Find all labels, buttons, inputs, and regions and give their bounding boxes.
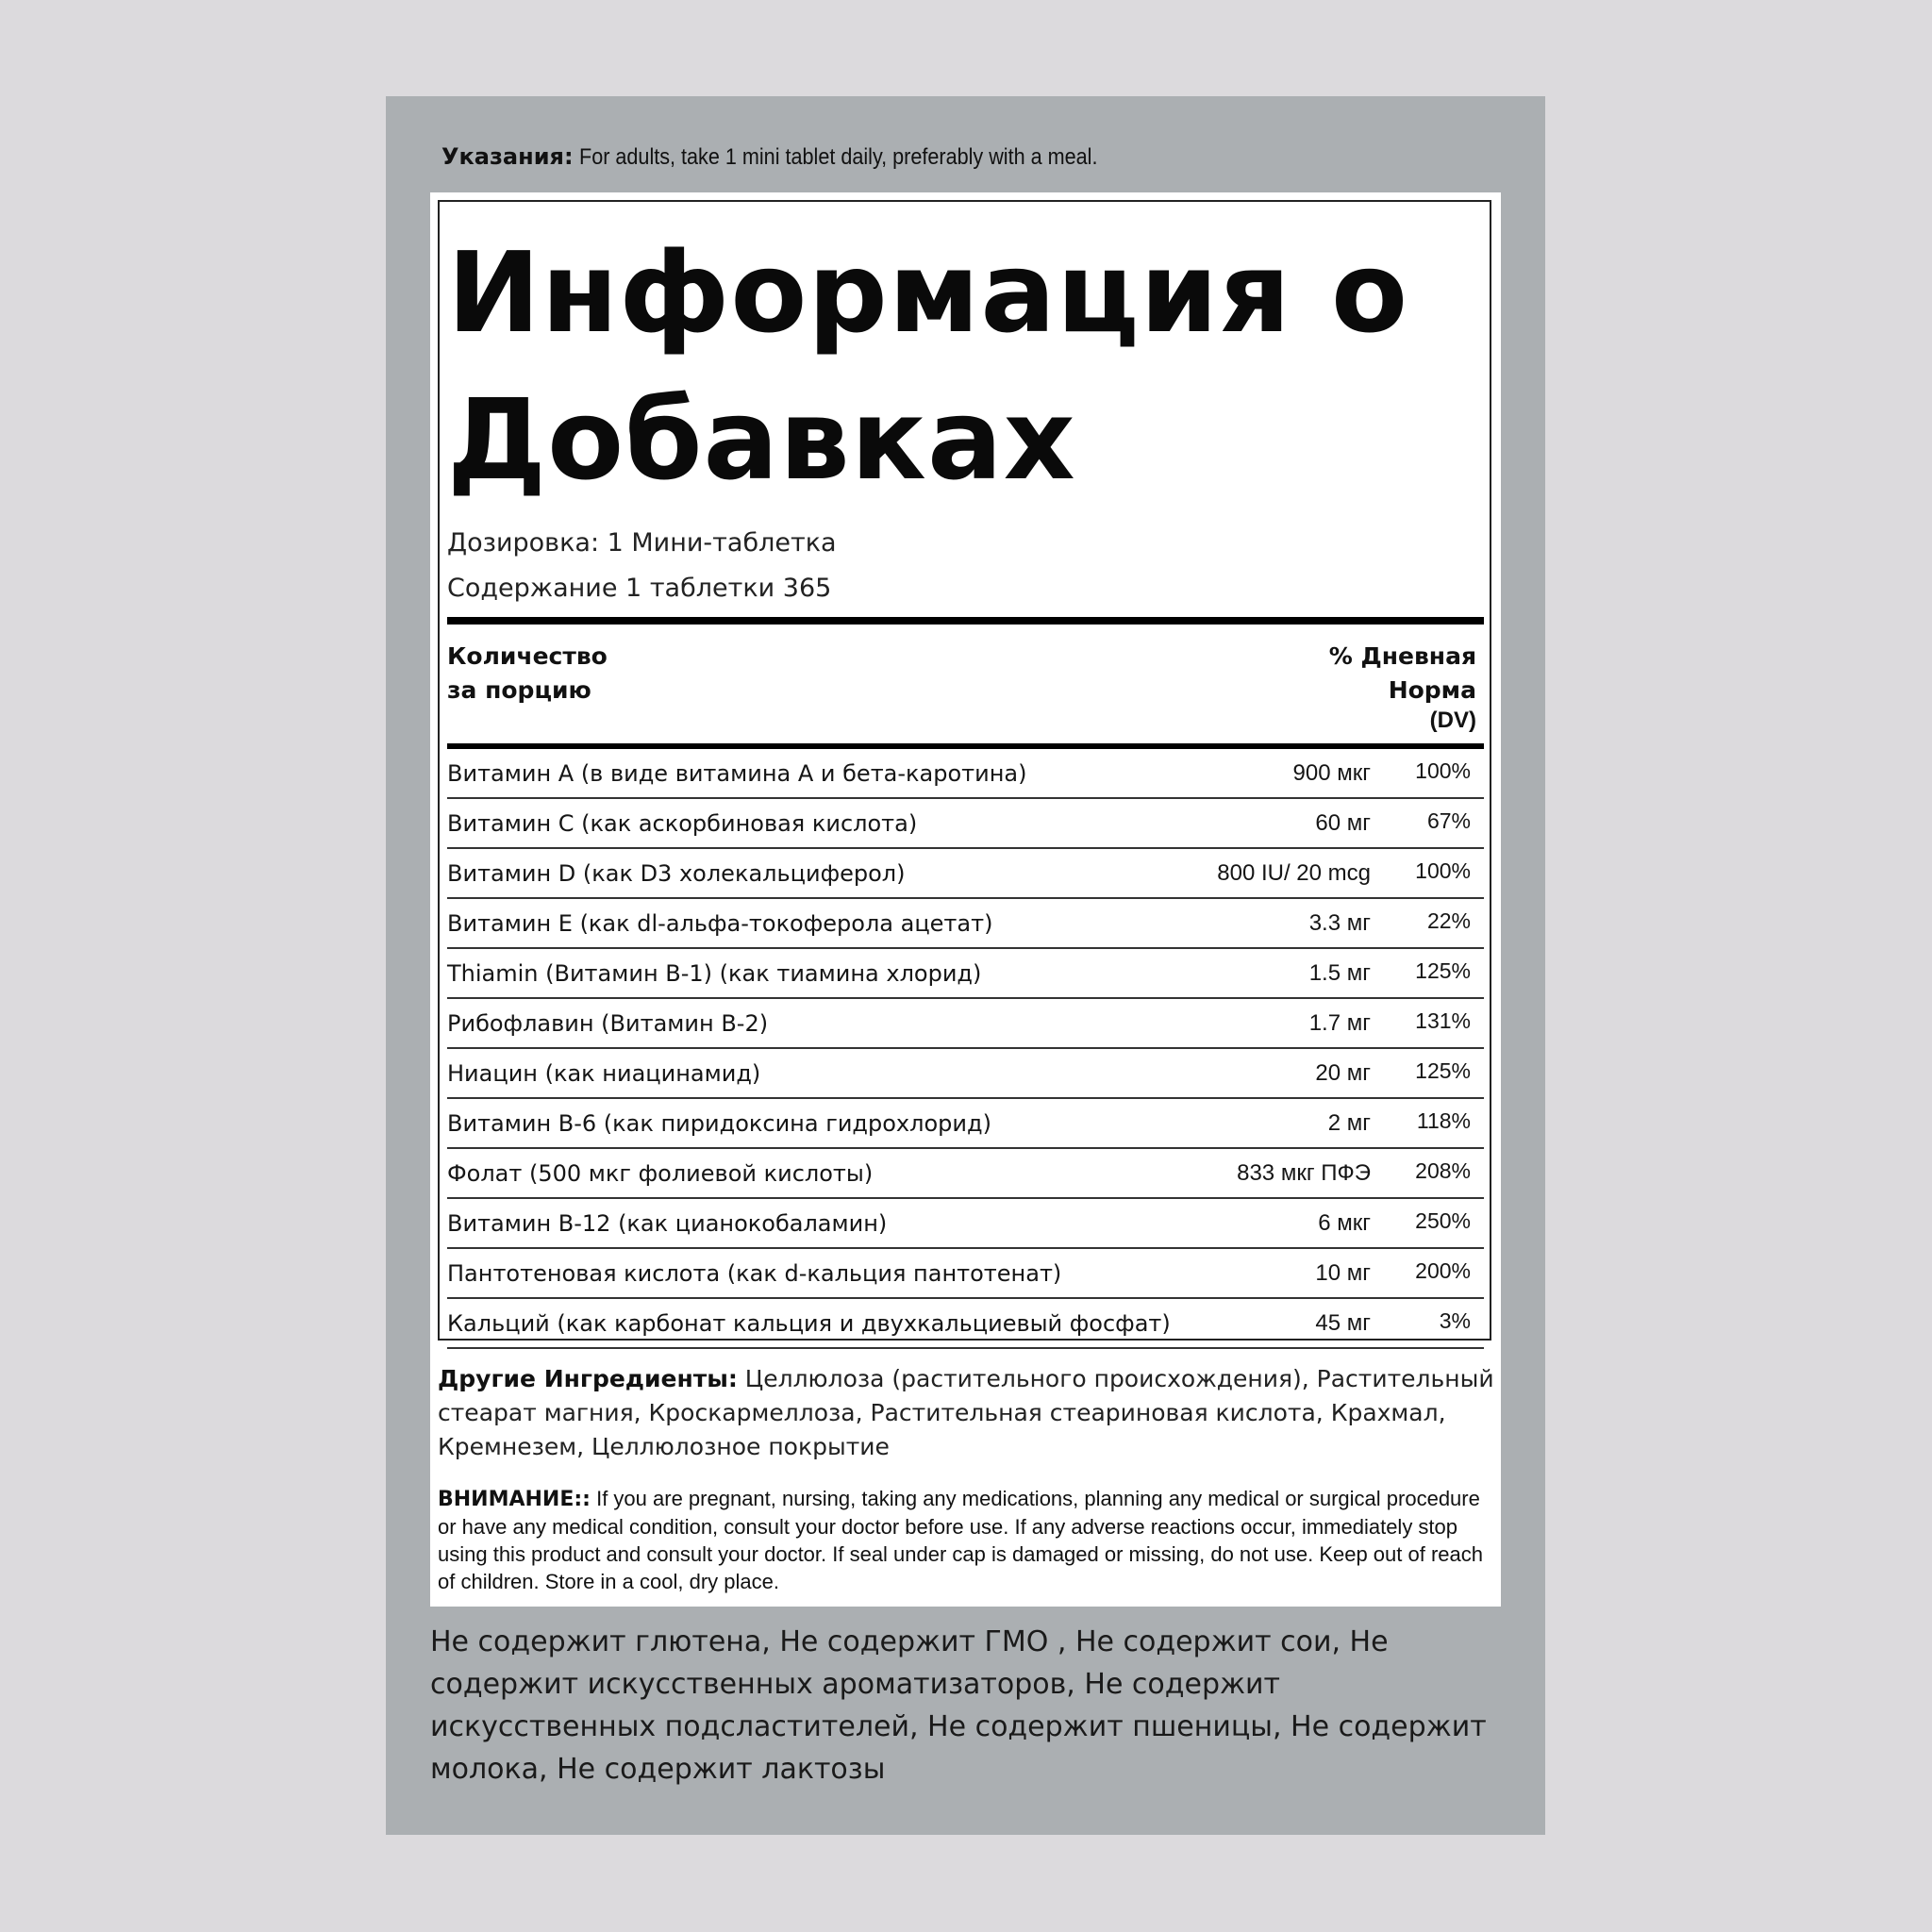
- nutrient-amount: 45 мг: [1315, 1310, 1371, 1336]
- nutrient-name: Витамин D (как D3 холекальциферол): [447, 860, 906, 887]
- nutrient-name: Витамин B-12 (как цианокобаламин): [447, 1210, 888, 1237]
- warning: [438, 1485, 1494, 1595]
- table-row: [447, 749, 1484, 799]
- serving-size: Дозировка: 1 Мини-таблетка: [447, 528, 837, 558]
- nutrient-dv: 100%: [1415, 758, 1471, 783]
- nutrient-dv: 125%: [1415, 958, 1471, 983]
- table-row: [447, 1199, 1484, 1249]
- nutrient-name: Витамин E (как dl-альфа-токоферола ацетат): [447, 910, 993, 937]
- nutrient-name: Витамин С (как аскорбиновая кислота): [447, 810, 918, 837]
- dv-header-line3: (DV): [1429, 708, 1476, 733]
- other-ingredients-label: Другие Ингредиенты:: [438, 1365, 738, 1392]
- table-row: [447, 1249, 1484, 1299]
- facts-card: [430, 192, 1501, 1607]
- nutrient-dv: 200%: [1415, 1258, 1471, 1283]
- directions-text: For adults, take 1 mini tablet daily, preferably with a meal.: [579, 144, 1098, 170]
- free-from-statement: Не содержит глютена, Не содержит ГМО , Не содержит сои, Не содержит искусственных ароматизаторов, Не содержит искусственных подсластителей, Не содержит пшеницы, Не содержит молока, Не содержит лактозы: [430, 1625, 1487, 1786]
- table-row: [447, 1049, 1484, 1099]
- nutrient-amount: 800 IU/ 20 mcg: [1217, 860, 1371, 886]
- nutrient-name: Кальций (как карбонат кальция и двухкальциевый фосфат): [447, 1310, 1171, 1337]
- nutrient-name: Рибофлавин (Витамин B-2): [447, 1010, 769, 1037]
- nutrient-name: Ниацин (как ниацинамид): [447, 1060, 761, 1087]
- nutrient-amount: 1.5 мг: [1308, 960, 1371, 986]
- dv-header-line2: Норма: [1388, 676, 1476, 704]
- nutrient-dv: 22%: [1426, 908, 1471, 933]
- amount-header: [447, 640, 608, 708]
- table-row: [447, 899, 1484, 949]
- dv-header: [1329, 640, 1476, 734]
- table-row: [447, 999, 1484, 1049]
- facts-title: Информация о Добавках: [447, 227, 1409, 505]
- nutrient-name: Фолат (500 мкг фолиевой кислоты): [447, 1160, 874, 1187]
- nutrient-name: Витамин B-6 (как пиридоксина гидрохлорид): [447, 1110, 991, 1137]
- amount-header-line2: за порцию: [447, 676, 591, 704]
- nutrient-dv: 125%: [1415, 1058, 1471, 1083]
- nutrient-name: Thiamin (Витамин B-1) (как тиамина хлорид): [447, 960, 982, 987]
- table-row: [447, 1099, 1484, 1149]
- supplement-facts-box: [438, 200, 1491, 1341]
- table-row: [447, 1299, 1484, 1349]
- table-row: [447, 949, 1484, 999]
- nutrient-amount: 3.3 мг: [1308, 910, 1371, 936]
- nutrient-rows: [447, 749, 1484, 1349]
- nutrient-dv: 100%: [1415, 858, 1471, 883]
- nutrient-amount: 6 мкг: [1318, 1210, 1371, 1236]
- table-row: [447, 799, 1484, 849]
- other-ingredients-text: Целлюлоза (растительного происхождения), Растительный стеарат магния, Кроскармеллоза, Растительная стеариновая кислота, Крахмал, Кремнезем, Целлюлозное покрытие: [438, 1365, 1494, 1460]
- nutrient-dv: 208%: [1415, 1158, 1471, 1183]
- nutrient-amount: 10 мг: [1315, 1260, 1371, 1286]
- nutrient-amount: 900 мкг: [1292, 760, 1371, 786]
- nutrient-dv: 3%: [1439, 1308, 1471, 1333]
- servings-per-container: Содержание 1 таблетки 365: [447, 574, 832, 603]
- nutrient-name: Витамин А (в виде витамина А и бета-каротина): [447, 760, 1027, 787]
- nutrient-amount: 20 мг: [1315, 1060, 1371, 1086]
- amount-header-line1: Количество: [447, 642, 608, 670]
- table-row: [447, 849, 1484, 899]
- directions: [441, 143, 1156, 171]
- nutrient-name: Пантотеновая кислота (как d-кальция пантотенат): [447, 1260, 1062, 1287]
- nutrient-dv: 131%: [1415, 1008, 1471, 1033]
- nutrient-amount: 833 мкг ПФЭ: [1237, 1160, 1371, 1186]
- warning-label: ВНИМАНИЕ::: [438, 1488, 591, 1511]
- other-ingredients: [438, 1362, 1494, 1464]
- divider-thick: [447, 617, 1484, 625]
- nutrient-amount: 2 мг: [1327, 1110, 1371, 1136]
- warning-text: If you are pregnant, nursing, taking any medications, planning any medical or surgical procedure or have any medical condition, consult your doctor before use. If any adverse reactions occur, immediately stop using this product and consult your doctor. If seal under cap is damaged or missing, do not use. Keep out of reach of children. Store in a cool, dry place.: [438, 1487, 1483, 1593]
- nutrient-dv: 67%: [1426, 808, 1471, 833]
- nutrient-amount: 1.7 мг: [1308, 1010, 1371, 1036]
- nutrient-dv: 118%: [1416, 1108, 1471, 1133]
- nutrient-dv: 250%: [1415, 1208, 1471, 1233]
- nutrient-amount: 60 мг: [1315, 810, 1371, 836]
- table-row: [447, 1149, 1484, 1199]
- dv-header-line1: % Дневная: [1328, 642, 1476, 670]
- directions-label: Указания:: [441, 143, 574, 170]
